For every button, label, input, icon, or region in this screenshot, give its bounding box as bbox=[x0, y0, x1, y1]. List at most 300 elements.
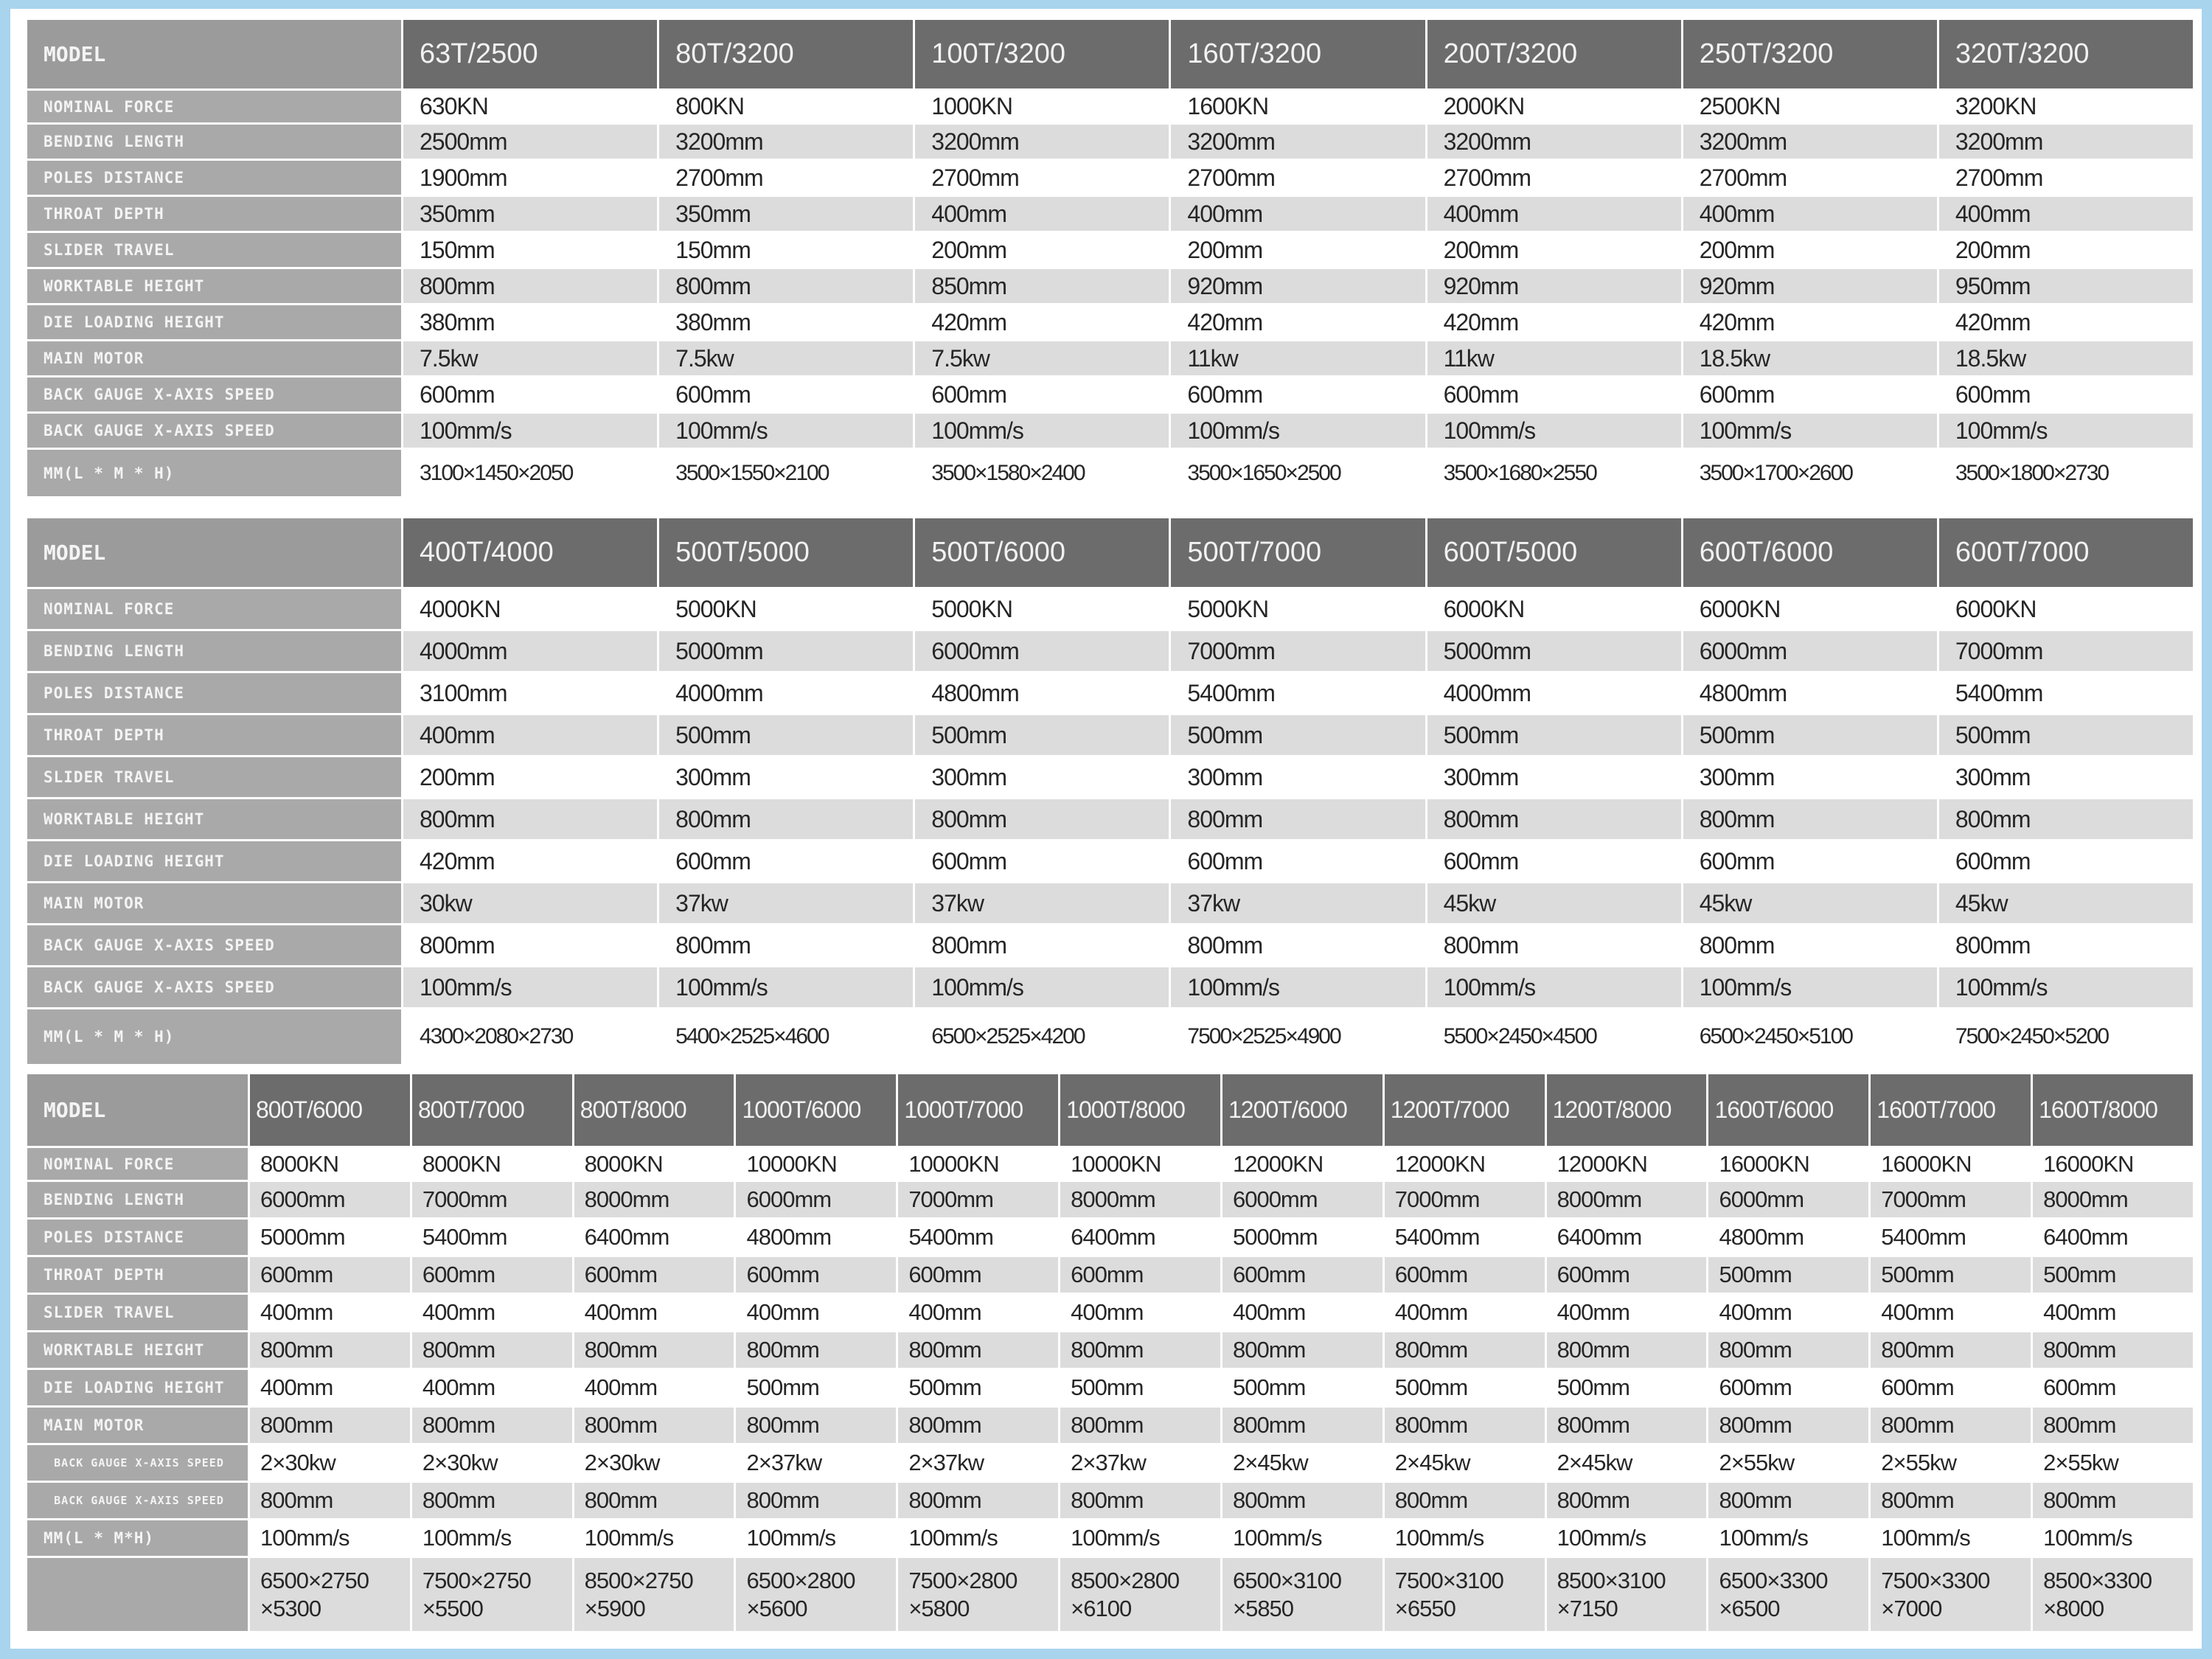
spec-row bbox=[27, 1256, 2194, 1294]
spec-value: 6000mm bbox=[249, 1181, 411, 1219]
model-header: 1600T/7000 bbox=[1870, 1074, 2032, 1147]
spec-value: 3200mm bbox=[1682, 124, 1938, 160]
spec-value: 100mm/s bbox=[1682, 413, 1938, 449]
spec-value: 3200mm bbox=[658, 124, 914, 160]
spec-value: 400mm bbox=[249, 1294, 411, 1332]
spec-value: 800mm bbox=[914, 799, 1170, 841]
spec-value: 800mm bbox=[1870, 1482, 2032, 1520]
spec-value: 6000mm bbox=[1708, 1181, 1870, 1219]
spec-value: 800mm bbox=[1708, 1482, 1870, 1520]
row-label: BENDING LENGTH bbox=[27, 124, 403, 160]
spec-row bbox=[27, 714, 2194, 757]
spec-value: 400mm bbox=[249, 1369, 411, 1407]
spec-value: 400mm bbox=[1545, 1294, 1708, 1332]
spec-value: 600mm bbox=[1060, 1256, 1222, 1294]
spec-value: 420mm bbox=[1682, 305, 1938, 341]
spec-value: 6500×2450×5100 bbox=[1682, 1009, 1938, 1065]
spec-row bbox=[27, 413, 2194, 449]
spec-value: 3500×1550×2100 bbox=[658, 449, 914, 498]
model-header: 100T/3200 bbox=[914, 19, 1170, 90]
spec-value: 7.5kw bbox=[658, 341, 914, 377]
spec-value: 800mm bbox=[573, 1407, 735, 1444]
spec-value: 800mm bbox=[1545, 1332, 1708, 1369]
spec-value: 100mm/s bbox=[403, 413, 658, 449]
spec-value: 5400mm bbox=[411, 1219, 573, 1256]
spec-value: 6500×2525×4200 bbox=[914, 1009, 1170, 1065]
spec-value: 800mm bbox=[403, 799, 658, 841]
spec-value: 800mm bbox=[1170, 799, 1426, 841]
spec-value: 2700mm bbox=[1426, 160, 1682, 196]
row-label: POLES DISTANCE bbox=[27, 672, 403, 714]
spec-value: 12000KN bbox=[1221, 1147, 1383, 1181]
spec-value: 800mm bbox=[1708, 1332, 1870, 1369]
spec-row bbox=[27, 232, 2194, 268]
spec-value: 800mm bbox=[1221, 1482, 1383, 1520]
spec-value: 400mm bbox=[2032, 1294, 2194, 1332]
spec-value: 2700mm bbox=[658, 160, 914, 196]
spec-row bbox=[27, 377, 2194, 413]
spec-value: 6500×3100 ×5850 bbox=[1221, 1557, 1383, 1632]
spec-value: 100mm/s bbox=[1170, 967, 1426, 1009]
spec-value: 400mm bbox=[1221, 1294, 1383, 1332]
spec-value: 16000KN bbox=[1708, 1147, 1870, 1181]
spec-value: 420mm bbox=[1938, 305, 2194, 341]
spec-value: 500mm bbox=[1383, 1369, 1545, 1407]
spec-value: 500mm bbox=[1170, 714, 1426, 757]
spec-row bbox=[27, 799, 2194, 841]
spec-value: 800mm bbox=[1682, 925, 1938, 967]
model-header: 600T/7000 bbox=[1938, 518, 2194, 588]
spec-value: 800mm bbox=[735, 1407, 897, 1444]
row-label: MM(L * M * H) bbox=[27, 449, 403, 498]
spec-value: 6000KN bbox=[1938, 588, 2194, 630]
spec-value: 800mm bbox=[1383, 1482, 1545, 1520]
spec-value: 380mm bbox=[658, 305, 914, 341]
spec-value: 4000mm bbox=[658, 672, 914, 714]
spec-value: 3500×1580×2400 bbox=[914, 449, 1170, 498]
spec-value: 800mm bbox=[1170, 925, 1426, 967]
spec-value: 600mm bbox=[1938, 841, 2194, 883]
spec-value: 8500×3300 ×8000 bbox=[2032, 1557, 2194, 1632]
spec-value: 800mm bbox=[2032, 1332, 2194, 1369]
spec-value: 5400mm bbox=[1383, 1219, 1545, 1256]
spec-value: 500mm bbox=[1545, 1369, 1708, 1407]
spec-value: 100mm/s bbox=[1938, 967, 2194, 1009]
spec-value: 6000mm bbox=[914, 630, 1170, 672]
spec-value: 600mm bbox=[897, 1256, 1060, 1294]
row-label: DIE LOADING HEIGHT bbox=[27, 841, 403, 883]
spec-value: 920mm bbox=[1170, 268, 1426, 305]
spec-value: 7500×3300 ×7000 bbox=[1870, 1557, 2032, 1632]
spec-value: 600mm bbox=[411, 1256, 573, 1294]
spec-value: 500mm bbox=[1060, 1369, 1222, 1407]
spec-value: 950mm bbox=[1938, 268, 2194, 305]
spec-row bbox=[27, 1219, 2194, 1256]
spec-value: 5500×2450×4500 bbox=[1426, 1009, 1682, 1065]
spec-value: 3100mm bbox=[403, 672, 658, 714]
spec-value: 6500×2750 ×5300 bbox=[249, 1557, 411, 1632]
row-label: WORKTABLE HEIGHT bbox=[27, 268, 403, 305]
row-label: SLIDER TRAVEL bbox=[27, 757, 403, 799]
spec-value: 600mm bbox=[1170, 841, 1426, 883]
model-header: 250T/3200 bbox=[1682, 19, 1938, 90]
spec-row bbox=[27, 1181, 2194, 1219]
spec-value: 16000KN bbox=[2032, 1147, 2194, 1181]
spec-value: 18.5kw bbox=[1938, 341, 2194, 377]
spec-value: 8000KN bbox=[249, 1147, 411, 1181]
spec-value: 100mm/s bbox=[1221, 1520, 1383, 1557]
spec-value: 100mm/s bbox=[2032, 1520, 2194, 1557]
spec-value: 600mm bbox=[573, 1256, 735, 1294]
spec-value: 2×30kw bbox=[573, 1444, 735, 1482]
spec-value: 8000mm bbox=[1060, 1181, 1222, 1219]
spec-value: 8000KN bbox=[573, 1147, 735, 1181]
spec-value: 200mm bbox=[403, 757, 658, 799]
spec-value: 400mm bbox=[1682, 196, 1938, 232]
model-header: 800T/6000 bbox=[249, 1074, 411, 1147]
spec-value: 5000KN bbox=[1170, 588, 1426, 630]
spec-value: 5000mm bbox=[1221, 1219, 1383, 1256]
spec-value: 420mm bbox=[914, 305, 1170, 341]
spec-value: 920mm bbox=[1426, 268, 1682, 305]
spec-value: 500mm bbox=[1708, 1256, 1870, 1294]
spec-row bbox=[27, 1369, 2194, 1407]
spec-value: 100mm/s bbox=[1938, 413, 2194, 449]
spec-value: 500mm bbox=[1870, 1256, 2032, 1294]
spec-value: 400mm bbox=[411, 1369, 573, 1407]
model-header: 1200T/8000 bbox=[1545, 1074, 1708, 1147]
spec-row bbox=[27, 841, 2194, 883]
spec-value: 800mm bbox=[914, 925, 1170, 967]
spec-row bbox=[27, 1520, 2194, 1557]
spec-value: 300mm bbox=[658, 757, 914, 799]
spec-value: 7000mm bbox=[411, 1181, 573, 1219]
spec-value: 350mm bbox=[403, 196, 658, 232]
spec-row bbox=[27, 967, 2194, 1009]
spec-row bbox=[27, 925, 2194, 967]
spec-value: 7500×2800 ×5800 bbox=[897, 1557, 1060, 1632]
spec-value: 3200mm bbox=[1426, 124, 1682, 160]
spec-table-1 bbox=[25, 18, 2195, 498]
spec-table-2 bbox=[25, 516, 2195, 1066]
spec-row bbox=[27, 630, 2194, 672]
spec-value: 800mm bbox=[249, 1482, 411, 1520]
model-header-label: MODEL bbox=[27, 518, 403, 588]
spec-value: 2×37kw bbox=[897, 1444, 1060, 1482]
row-label: POLES DISTANCE bbox=[27, 1219, 249, 1256]
spec-value: 3500×1680×2550 bbox=[1426, 449, 1682, 498]
row-label: BACK GAUGE X-AXIS SPEED bbox=[27, 1444, 249, 1482]
model-header: 1000T/7000 bbox=[897, 1074, 1060, 1147]
spec-value: 45kw bbox=[1682, 883, 1938, 925]
row-label: POLES DISTANCE bbox=[27, 160, 403, 196]
spec-value: 200mm bbox=[914, 232, 1170, 268]
spec-value: 30kw bbox=[403, 883, 658, 925]
spec-value: 7000mm bbox=[897, 1181, 1060, 1219]
spec-value: 4300×2080×2730 bbox=[403, 1009, 658, 1065]
spec-value: 7500×2450×5200 bbox=[1938, 1009, 2194, 1065]
spec-value: 2×45kw bbox=[1545, 1444, 1708, 1482]
spec-row bbox=[27, 268, 2194, 305]
spec-value: 11kw bbox=[1170, 341, 1426, 377]
spec-value: 37kw bbox=[1170, 883, 1426, 925]
spec-value: 850mm bbox=[914, 268, 1170, 305]
spec-row bbox=[27, 1009, 2194, 1065]
model-header: 500T/5000 bbox=[658, 518, 914, 588]
spec-value: 600mm bbox=[1545, 1256, 1708, 1294]
row-label: MM(L * M * H) bbox=[27, 1009, 403, 1065]
spec-value: 8500×2750 ×5900 bbox=[573, 1557, 735, 1632]
row-label: THROAT DEPTH bbox=[27, 714, 403, 757]
spec-value: 2×45kw bbox=[1221, 1444, 1383, 1482]
spec-value: 3200mm bbox=[1170, 124, 1426, 160]
spec-value: 500mm bbox=[1682, 714, 1938, 757]
model-header: 80T/3200 bbox=[658, 19, 914, 90]
spec-value: 800mm bbox=[897, 1407, 1060, 1444]
model-header-label: MODEL bbox=[27, 19, 403, 90]
spec-value: 400mm bbox=[1170, 196, 1426, 232]
row-label: BACK GAUGE X-AXIS SPEED bbox=[27, 967, 403, 1009]
spec-value: 12000KN bbox=[1383, 1147, 1545, 1181]
row-label: SLIDER TRAVEL bbox=[27, 232, 403, 268]
spec-row bbox=[27, 672, 2194, 714]
model-header: 160T/3200 bbox=[1170, 19, 1426, 90]
model-header: 600T/6000 bbox=[1682, 518, 1938, 588]
spec-row bbox=[27, 160, 2194, 196]
spec-value: 1900mm bbox=[403, 160, 658, 196]
model-header: 63T/2500 bbox=[403, 19, 658, 90]
spec-value: 800mm bbox=[1426, 799, 1682, 841]
spec-value: 2700mm bbox=[1170, 160, 1426, 196]
spec-value: 600mm bbox=[2032, 1369, 2194, 1407]
spec-value: 300mm bbox=[914, 757, 1170, 799]
spec-value: 7500×2525×4900 bbox=[1170, 1009, 1426, 1065]
model-header: 500T/7000 bbox=[1170, 518, 1426, 588]
spec-value: 800mm bbox=[1060, 1332, 1222, 1369]
spec-row bbox=[27, 1332, 2194, 1369]
spec-value: 45kw bbox=[1938, 883, 2194, 925]
spec-value: 600mm bbox=[1938, 377, 2194, 413]
spec-value: 100mm/s bbox=[658, 413, 914, 449]
spec-value: 4800mm bbox=[1708, 1219, 1870, 1256]
spec-value: 400mm bbox=[1870, 1294, 2032, 1332]
spec-value: 100mm/s bbox=[1426, 967, 1682, 1009]
spec-value: 100mm/s bbox=[403, 967, 658, 1009]
spec-value: 600mm bbox=[1870, 1369, 2032, 1407]
spec-value: 100mm/s bbox=[1426, 413, 1682, 449]
spec-value: 6400mm bbox=[1545, 1219, 1708, 1256]
spec-value: 800mm bbox=[735, 1482, 897, 1520]
spec-value: 3500×1650×2500 bbox=[1170, 449, 1426, 498]
spec-value: 6400mm bbox=[2032, 1219, 2194, 1256]
spec-value: 5400mm bbox=[1870, 1219, 2032, 1256]
row-label: DIE LOADING HEIGHT bbox=[27, 305, 403, 341]
spec-value: 100mm/s bbox=[1060, 1520, 1222, 1557]
row-label: MAIN MOTOR bbox=[27, 883, 403, 925]
spec-value: 3200mm bbox=[1938, 124, 2194, 160]
spec-value: 16000KN bbox=[1870, 1147, 2032, 1181]
spec-value: 4000mm bbox=[403, 630, 658, 672]
spec-value: 5000KN bbox=[658, 588, 914, 630]
model-header: 1000T/6000 bbox=[735, 1074, 897, 1147]
spec-value: 630KN bbox=[403, 90, 658, 124]
row-label: BACK GAUGE X-AXIS SPEED bbox=[27, 413, 403, 449]
model-header: 600T/5000 bbox=[1426, 518, 1682, 588]
spec-value: 500mm bbox=[2032, 1256, 2194, 1294]
spec-value: 3500×1800×2730 bbox=[1938, 449, 2194, 498]
spec-value: 420mm bbox=[403, 841, 658, 883]
spec-value: 6500×3300 ×6500 bbox=[1708, 1557, 1870, 1632]
spec-value: 400mm bbox=[735, 1294, 897, 1332]
spec-value: 600mm bbox=[1383, 1256, 1545, 1294]
spec-value: 800mm bbox=[1221, 1407, 1383, 1444]
spec-value: 8000mm bbox=[1545, 1181, 1708, 1219]
spec-table-3 bbox=[25, 1072, 2195, 1633]
spec-value: 10000KN bbox=[897, 1147, 1060, 1181]
spec-value: 800mm bbox=[1545, 1482, 1708, 1520]
spec-value: 420mm bbox=[1426, 305, 1682, 341]
spec-value: 420mm bbox=[1170, 305, 1426, 341]
spec-value: 2×55kw bbox=[1870, 1444, 2032, 1482]
row-label: MAIN MOTOR bbox=[27, 341, 403, 377]
spec-value: 4800mm bbox=[914, 672, 1170, 714]
spec-value: 600mm bbox=[1221, 1256, 1383, 1294]
spec-value: 800mm bbox=[411, 1407, 573, 1444]
row-label: BACK GAUGE X-AXIS SPEED bbox=[27, 1482, 249, 1520]
row-label: SLIDER TRAVEL bbox=[27, 1294, 249, 1332]
spec-value: 500mm bbox=[735, 1369, 897, 1407]
spec-row bbox=[27, 883, 2194, 925]
spec-value: 7000mm bbox=[1870, 1181, 2032, 1219]
spec-value: 300mm bbox=[1938, 757, 2194, 799]
row-label: BACK GAUGE X-AXIS SPEED bbox=[27, 377, 403, 413]
spec-row bbox=[27, 588, 2194, 630]
spec-value: 800mm bbox=[1545, 1407, 1708, 1444]
spec-value: 800mm bbox=[411, 1332, 573, 1369]
spec-value: 1000KN bbox=[914, 90, 1170, 124]
spec-row bbox=[27, 757, 2194, 799]
spec-value: 800mm bbox=[2032, 1407, 2194, 1444]
spec-row bbox=[27, 449, 2194, 498]
spec-row bbox=[27, 1557, 2194, 1632]
spec-value: 2×55kw bbox=[2032, 1444, 2194, 1482]
spec-value: 400mm bbox=[411, 1294, 573, 1332]
spec-value: 8000mm bbox=[573, 1181, 735, 1219]
spec-value: 600mm bbox=[249, 1256, 411, 1294]
spec-value: 600mm bbox=[658, 377, 914, 413]
spec-value: 300mm bbox=[1170, 757, 1426, 799]
spec-value: 7000mm bbox=[1938, 630, 2194, 672]
spec-value: 600mm bbox=[1682, 377, 1938, 413]
spec-value: 2×55kw bbox=[1708, 1444, 1870, 1482]
spec-value: 800mm bbox=[735, 1332, 897, 1369]
spec-value: 400mm bbox=[1383, 1294, 1545, 1332]
model-header: 320T/3200 bbox=[1938, 19, 2194, 90]
spec-row bbox=[27, 1407, 2194, 1444]
spec-value: 100mm/s bbox=[1870, 1520, 2032, 1557]
spec-value: 100mm/s bbox=[1708, 1520, 1870, 1557]
model-header: 1200T/7000 bbox=[1383, 1074, 1545, 1147]
spec-value: 12000KN bbox=[1545, 1147, 1708, 1181]
spec-value: 380mm bbox=[403, 305, 658, 341]
spec-value: 600mm bbox=[1682, 841, 1938, 883]
spec-value: 100mm/s bbox=[658, 967, 914, 1009]
spec-value: 2×45kw bbox=[1383, 1444, 1545, 1482]
spec-value: 100mm/s bbox=[897, 1520, 1060, 1557]
spec-value: 6500×2800 ×5600 bbox=[735, 1557, 897, 1632]
spec-value: 350mm bbox=[658, 196, 914, 232]
spec-value: 8500×3100 ×7150 bbox=[1545, 1557, 1708, 1632]
spec-row bbox=[27, 1482, 2194, 1520]
spec-value: 5400×2525×4600 bbox=[658, 1009, 914, 1065]
spec-value: 500mm bbox=[1221, 1369, 1383, 1407]
spec-value: 11kw bbox=[1426, 341, 1682, 377]
spec-value: 800mm bbox=[249, 1407, 411, 1444]
spec-value: 2000KN bbox=[1426, 90, 1682, 124]
spec-value: 6000mm bbox=[1682, 630, 1938, 672]
spec-value: 7.5kw bbox=[914, 341, 1170, 377]
spec-value: 5400mm bbox=[1938, 672, 2194, 714]
spec-value: 800mm bbox=[1708, 1407, 1870, 1444]
spec-value: 5000mm bbox=[1426, 630, 1682, 672]
spec-value: 800mm bbox=[897, 1482, 1060, 1520]
spec-value: 2×37kw bbox=[1060, 1444, 1222, 1482]
spec-value: 4000KN bbox=[403, 588, 658, 630]
spec-value: 2×37kw bbox=[735, 1444, 897, 1482]
spec-value: 800mm bbox=[573, 1332, 735, 1369]
spec-value: 500mm bbox=[1426, 714, 1682, 757]
model-header: 800T/7000 bbox=[411, 1074, 573, 1147]
row-label: WORKTABLE HEIGHT bbox=[27, 799, 403, 841]
spec-value: 800mm bbox=[1870, 1332, 2032, 1369]
spec-value: 800mm bbox=[573, 1482, 735, 1520]
spec-value: 200mm bbox=[1682, 232, 1938, 268]
spec-value: 600mm bbox=[1708, 1369, 1870, 1407]
spec-value: 37kw bbox=[914, 883, 1170, 925]
row-label: BENDING LENGTH bbox=[27, 1181, 249, 1219]
spec-value: 800mm bbox=[411, 1482, 573, 1520]
spec-value: 800mm bbox=[1383, 1407, 1545, 1444]
spec-row bbox=[27, 1444, 2194, 1482]
spec-value: 920mm bbox=[1682, 268, 1938, 305]
spec-value: 800mm bbox=[1060, 1407, 1222, 1444]
spec-value: 37kw bbox=[658, 883, 914, 925]
row-label: THROAT DEPTH bbox=[27, 1256, 249, 1294]
spec-value: 7500×3100 ×6550 bbox=[1383, 1557, 1545, 1632]
spec-value: 200mm bbox=[1170, 232, 1426, 268]
model-header: 400T/4000 bbox=[403, 518, 658, 588]
spec-value: 400mm bbox=[1060, 1294, 1222, 1332]
spec-value: 1600KN bbox=[1170, 90, 1426, 124]
row-label bbox=[27, 1557, 249, 1632]
spec-value: 18.5kw bbox=[1682, 341, 1938, 377]
spec-value: 2500KN bbox=[1682, 90, 1938, 124]
spec-value: 800mm bbox=[1938, 799, 2194, 841]
spec-value: 800mm bbox=[658, 268, 914, 305]
spec-value: 400mm bbox=[1708, 1294, 1870, 1332]
spec-value: 45kw bbox=[1426, 883, 1682, 925]
model-header: 1200T/6000 bbox=[1221, 1074, 1383, 1147]
spec-value: 3200mm bbox=[914, 124, 1170, 160]
spec-value: 5400mm bbox=[1170, 672, 1426, 714]
row-label: MM(L * M*H) bbox=[27, 1520, 249, 1557]
spec-row bbox=[27, 1147, 2194, 1181]
spec-value: 100mm/s bbox=[573, 1520, 735, 1557]
spec-value: 600mm bbox=[1426, 377, 1682, 413]
spec-value: 800mm bbox=[658, 925, 914, 967]
spec-value: 2×30kw bbox=[249, 1444, 411, 1482]
spec-value: 800mm bbox=[403, 268, 658, 305]
